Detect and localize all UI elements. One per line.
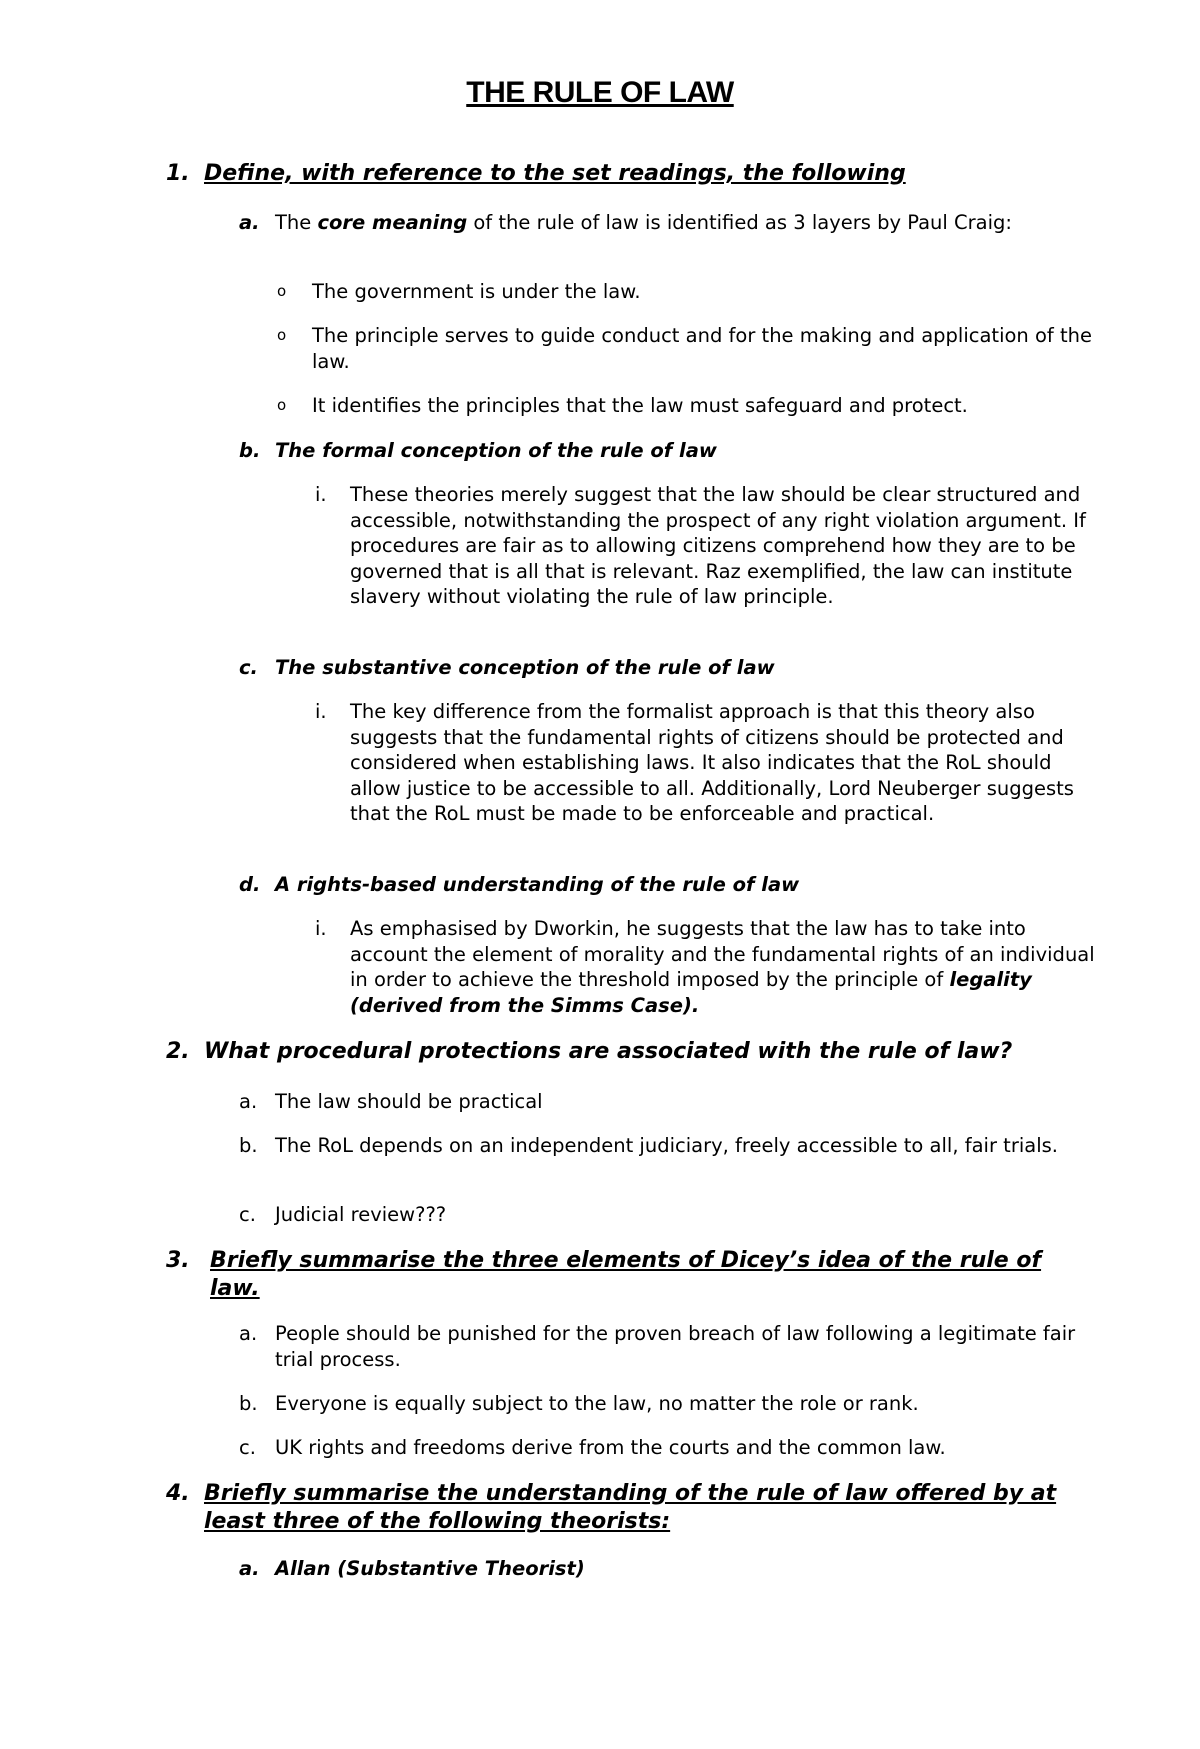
item-heading: Allan (Substantive Theorist): [275, 1557, 585, 1580]
bullet-item: [277, 323, 1107, 374]
bullet-item: [277, 279, 1107, 305]
page-title: THE RULE OF LAW: [466, 76, 734, 109]
question-2: [166, 1038, 1106, 1066]
q3-item: [239, 1435, 1099, 1461]
question-text: Define, with reference to the set readings, the following: [204, 161, 906, 186]
q1-d-subitem: [315, 916, 1095, 1018]
question-number: 4.: [166, 1481, 190, 1506]
emphasis-text: core meaning: [317, 211, 468, 234]
q1-b-subitem: [315, 482, 1095, 610]
item-marker: c.: [239, 1436, 256, 1459]
item-text: Judicial review???: [275, 1203, 447, 1226]
item-marker: c.: [239, 1203, 256, 1226]
question-text: Briefly summarise the three elements of Dicey’s idea of the rule of law.: [210, 1248, 1042, 1301]
item-marker: i.: [315, 700, 327, 723]
bullet-text: The principle serves to guide conduct and for the making and application of the law.: [312, 324, 1092, 373]
question-1: [166, 160, 1106, 188]
item-text: People should be punished for the proven breach of law following a legitimate fair trial process.: [275, 1322, 1076, 1371]
item-text: Everyone is equally subject to the law, no matter the role or rank.: [275, 1392, 919, 1415]
item-marker: i.: [315, 483, 327, 506]
q3-item: [239, 1321, 1099, 1372]
item-text: [350, 916, 1095, 1018]
item-heading: A rights-based understanding of the rule of law: [275, 873, 800, 896]
bullet-text: The government is under the law.: [312, 280, 641, 303]
bullet-marker: o: [277, 396, 287, 414]
bullet-text: It identifies the principles that the law must safeguard and protect.: [312, 394, 968, 417]
bullet-marker: o: [277, 282, 287, 300]
emphasis-text: legality (derived from the Simms Case).: [350, 968, 1032, 1017]
item-marker: c.: [239, 656, 258, 679]
q2-item: [239, 1133, 1099, 1159]
item-text: The law should be practical: [275, 1090, 543, 1113]
question-3: [166, 1247, 1106, 1303]
item-marker: d.: [239, 873, 261, 896]
q2-item: [239, 1089, 1099, 1115]
q1-c-subitem: [315, 699, 1095, 827]
item-marker: a.: [239, 1090, 258, 1113]
item-marker: b.: [239, 1134, 258, 1157]
item-text: The RoL depends on an independent judiciary, freely accessible to all, fair trials.: [275, 1134, 1058, 1157]
question-number: 3.: [166, 1248, 190, 1273]
item-text: [275, 210, 1099, 236]
q3-item: [239, 1391, 1099, 1417]
item-marker: i.: [315, 917, 327, 940]
item-text: These theories merely suggest that the law should be clear structured and accessible, notwithstanding the prospect of any right violation argument. If procedures are fair as to allowing citizens comprehend how they are to be governed that is all that is relevant. Raz exemplified, the law can institute slavery without violating the rule of law principle.: [350, 483, 1086, 608]
q1-item-d: [239, 872, 1099, 898]
item-text: The key difference from the formalist approach is that this theory also suggests that the fundamental rights of citizens should be protected and considered when establishing laws. It also indicates that the RoL should allow justice to be accessible to all. Additionally, Lord Neuberger suggests that the RoL must be made to be enforceable and practical.: [350, 700, 1074, 825]
q2-item: [239, 1202, 1099, 1228]
q4-item-a: [239, 1556, 1099, 1582]
question-text: What procedural protections are associated with the rule of law?: [204, 1039, 1013, 1064]
item-marker: b.: [239, 439, 261, 462]
text-run: of the rule of law is identified as 3 layers by Paul Craig:: [467, 211, 1012, 234]
item-heading: The formal conception of the rule of law: [275, 439, 717, 462]
q1-item-a: [239, 210, 1099, 236]
bullet-item: [277, 393, 1107, 419]
item-marker: a.: [239, 1322, 258, 1345]
item-marker: a.: [239, 1557, 260, 1580]
bullet-marker: o: [277, 326, 287, 344]
item-text: UK rights and freedoms derive from the courts and the common law.: [275, 1436, 946, 1459]
question-4: [166, 1480, 1106, 1536]
text-run: As emphasised by Dworkin, he suggests that the law has to take into account the element of morality and the fundamental rights of an individual in order to achieve the threshold imposed by the principle of: [350, 917, 1095, 991]
item-heading: The substantive conception of the rule of law: [275, 656, 775, 679]
question-text: Briefly summarise the understanding of the rule of law offered by at least three of the following theorists:: [204, 1481, 1057, 1534]
q1-item-b: [239, 438, 1099, 464]
item-marker: b.: [239, 1392, 258, 1415]
q1-item-c: [239, 655, 1099, 681]
question-number: 1.: [166, 161, 190, 186]
item-marker: a.: [239, 211, 260, 234]
text-run: The: [275, 211, 318, 234]
question-number: 2.: [166, 1039, 190, 1064]
